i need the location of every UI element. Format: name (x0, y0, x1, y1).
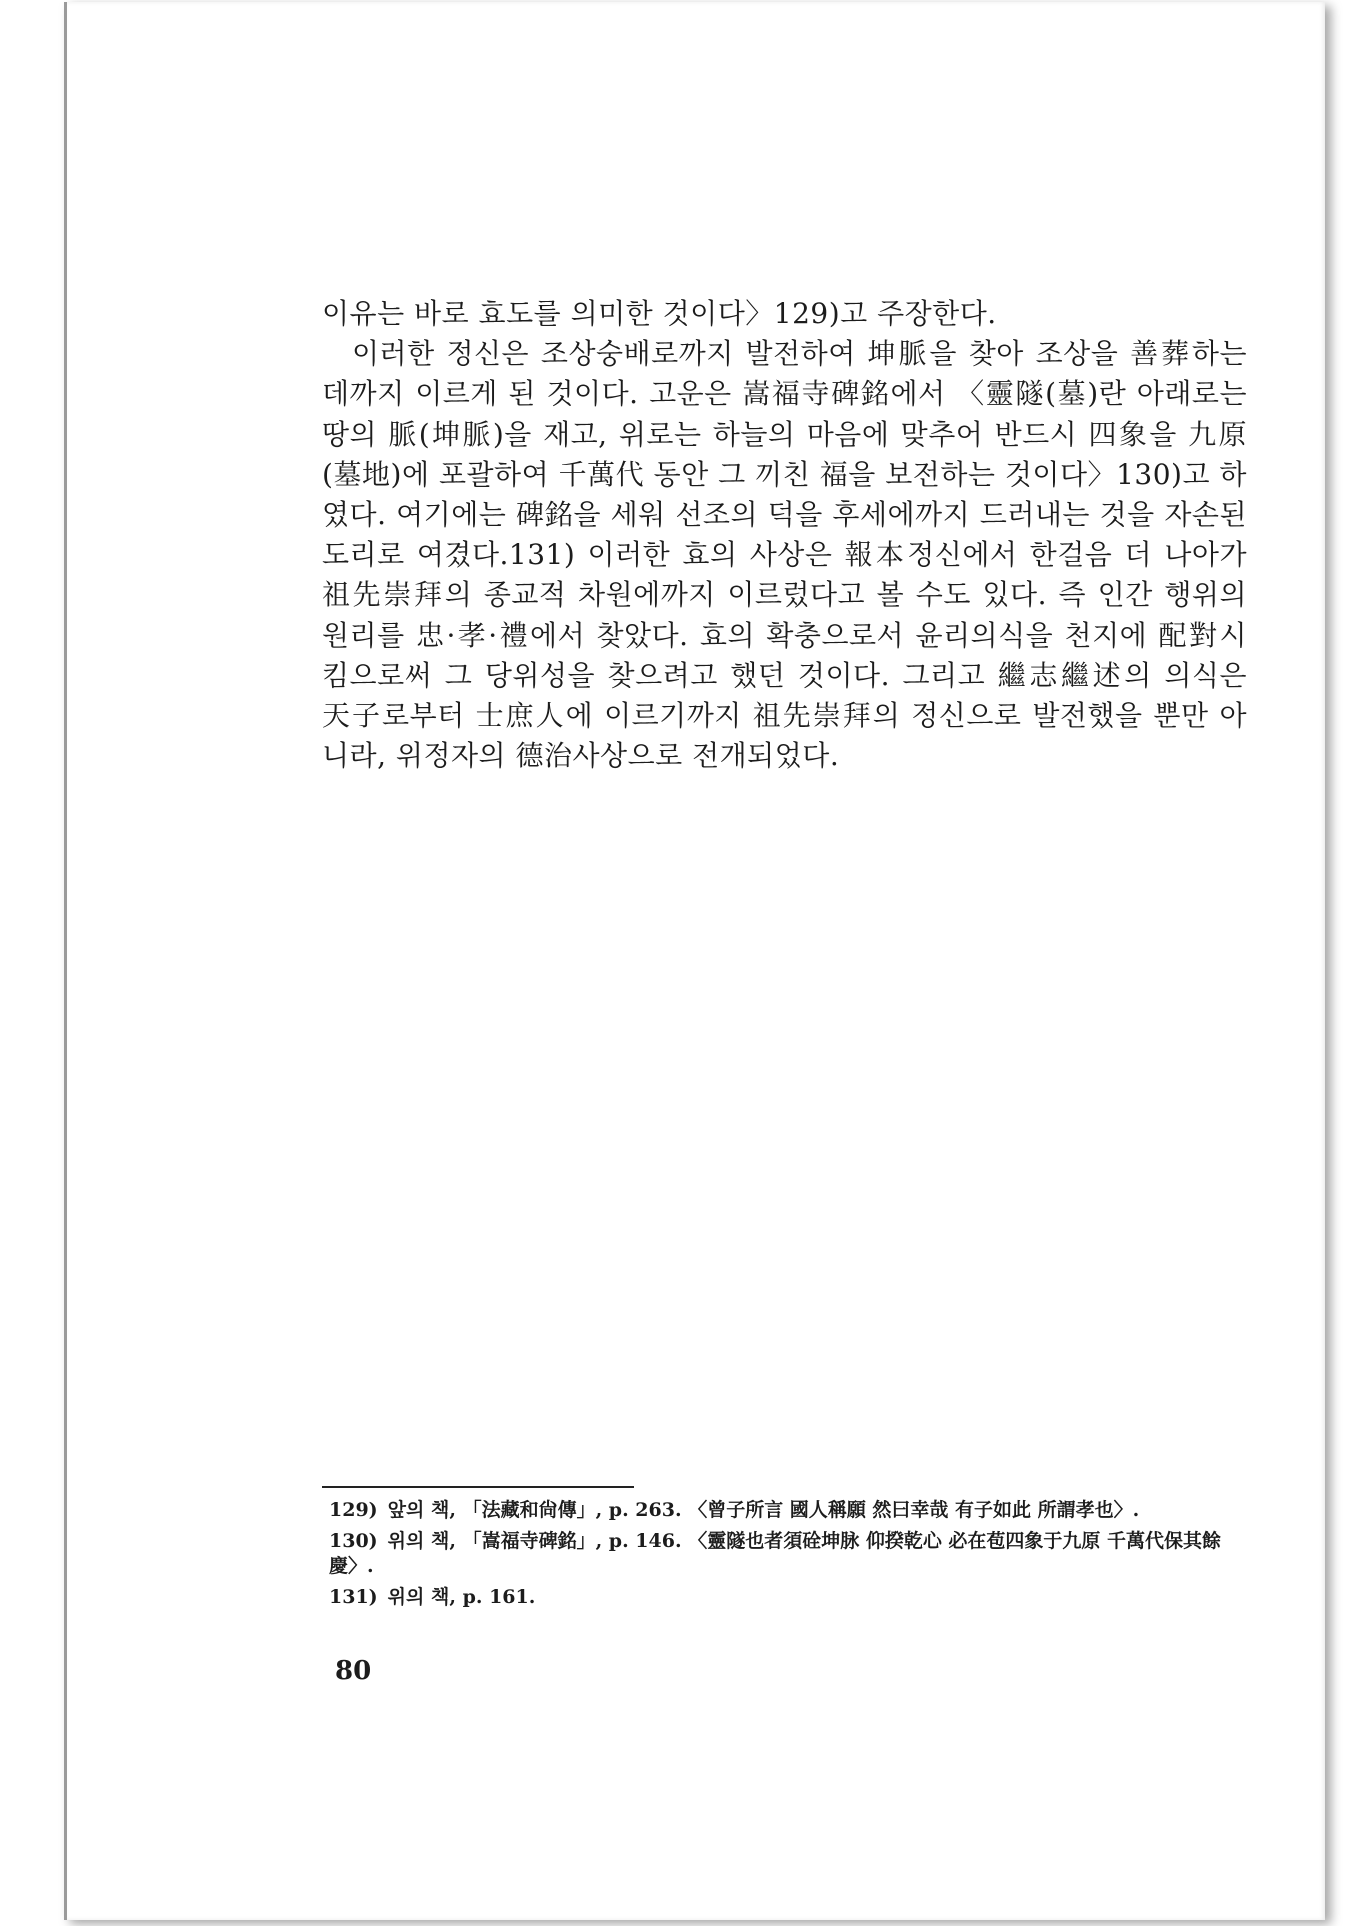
footnote-number: 131) (329, 1586, 378, 1608)
document-page (64, 2, 1325, 1920)
page-number: 80 (335, 1656, 372, 1686)
footnote-number: 129) (329, 1499, 378, 1521)
paragraph-continuation: 이유는 바로 효도를 의미한 것이다〉129)고 주장한다. (322, 297, 997, 330)
footnote-131 (329, 1585, 1249, 1610)
paragraph-main: 이러한 정신은 조상숭배로까지 발전하여 坤脈을 찾아 조상을 善葬하는 데까지 이르게 된 것이다. 고운은 嵩福寺碑銘에서 〈靈隧(墓)란 아래로는 땅의 脈(坤脈)을 재고, 위로는 하늘의 마음에 맞추어 반드시 四象을 九原(墓地)에 포괄하여 千萬代 동안 그 끼친 福을 보전하는 것이다〉130)고 하였다. 여기에는 碑銘을 세워 선조의 덕을 후세에까지 드러내는 것을 자손된 도리로 여겼다.131) 이러한 효의 사상은 報本정신에서 한걸음 더 나아가 祖先崇拜의 종교적 차원에까지 이르렀다고 볼 수도 있다. 즉 인간 행위의 원리를 忠·孝·禮에서 찾았다. 효의 확충으로서 윤리의식을 천지에 配對시킴으로써 그 당위성을 찾으려고 했던 것이다. 그리고 繼志繼述의 의식은 天子로부터 士庶人에 이르기까지 祖先崇拜의 정신으로 발전했을 뿐만 아니라, 위정자의 德治사상으로 전개되었다. (322, 337, 1247, 773)
footnote-number: 130) (329, 1530, 378, 1552)
footnote-text: 위의 책, 「嵩福寺碑銘」, p. 146. 〈靈隧也者須硂坤脉 仰揆乾心 必在苞四象于九原 千萬代保其餘慶〉. (329, 1530, 1222, 1577)
footnotes (329, 1498, 1249, 1616)
footnote-130 (329, 1529, 1249, 1579)
footnote-divider (322, 1486, 634, 1488)
footnote-text: 앞의 책, 「法藏和尙傳」, p. 263. 〈曾子所言 國人稱願 然曰幸哉 有子如此 所謂孝也〉. (387, 1499, 1140, 1521)
footnote-129 (329, 1498, 1249, 1523)
body-text (322, 294, 1247, 776)
footnote-text: 위의 책, p. 161. (387, 1586, 536, 1608)
